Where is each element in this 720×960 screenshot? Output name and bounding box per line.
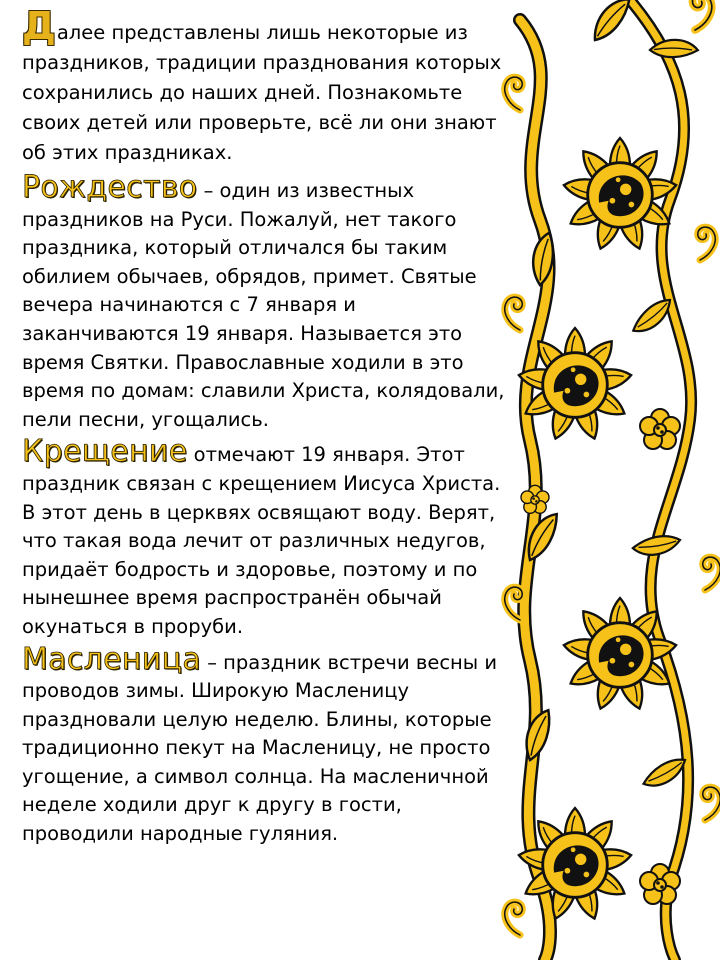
- intro-text: алее представлены лишь некоторые из праздников, традиции празднования которых сохранились до наших дней. Познакомьте своих детей или проверьте, всё ли они знают об этих праздниках.: [22, 21, 502, 164]
- khokhloma-ornament: [500, 0, 720, 960]
- holiday-paragraph-maslenitsa: [22, 641, 512, 849]
- holiday-text-epiphany: отмечают 19 января. Этот праздник связан с крещением Иисуса Христа. В этот день в церквях освящают воду. Верят, что такая вода лечит от различных недугов, придаёт бодрость и здоровье, поэтому и по нынешнее время распространён обычай окунаться в проруби.: [22, 443, 501, 638]
- holiday-paragraph-christmas: [22, 170, 512, 434]
- holiday-text-maslenitsa: – праздник встречи весны и проводов зимы. Широкую Масленицу праздновали целую неделю. Блины, которые традиционно пекут на Масленицу, не просто угощение, а символ солнца. На масленичной неделе ходили друг к другу в гости, проводили народные гуляния.: [22, 650, 498, 846]
- holiday-title-epiphany: Крещение: [22, 434, 188, 470]
- article-text: [22, 4, 512, 849]
- intro-paragraph: [22, 4, 512, 168]
- drop-cap: Д: [22, 4, 56, 48]
- holiday-title-christmas: Рождество: [22, 170, 198, 205]
- holiday-title-maslenitsa: Масленица: [22, 641, 202, 677]
- holiday-text-christmas: – один из известных праздников на Руси. Пожалуй, нет такого праздника, который отличался бы таким обилием обычаев, обрядов, примет. Святые вечера начинаются с 7 января и заканчиваются 19 января. Называется это время Святки. Православные ходили в это время по домам: славили Христа, колядовали, пели песни, угощались.: [22, 179, 505, 431]
- holiday-paragraph-epiphany: [22, 434, 512, 641]
